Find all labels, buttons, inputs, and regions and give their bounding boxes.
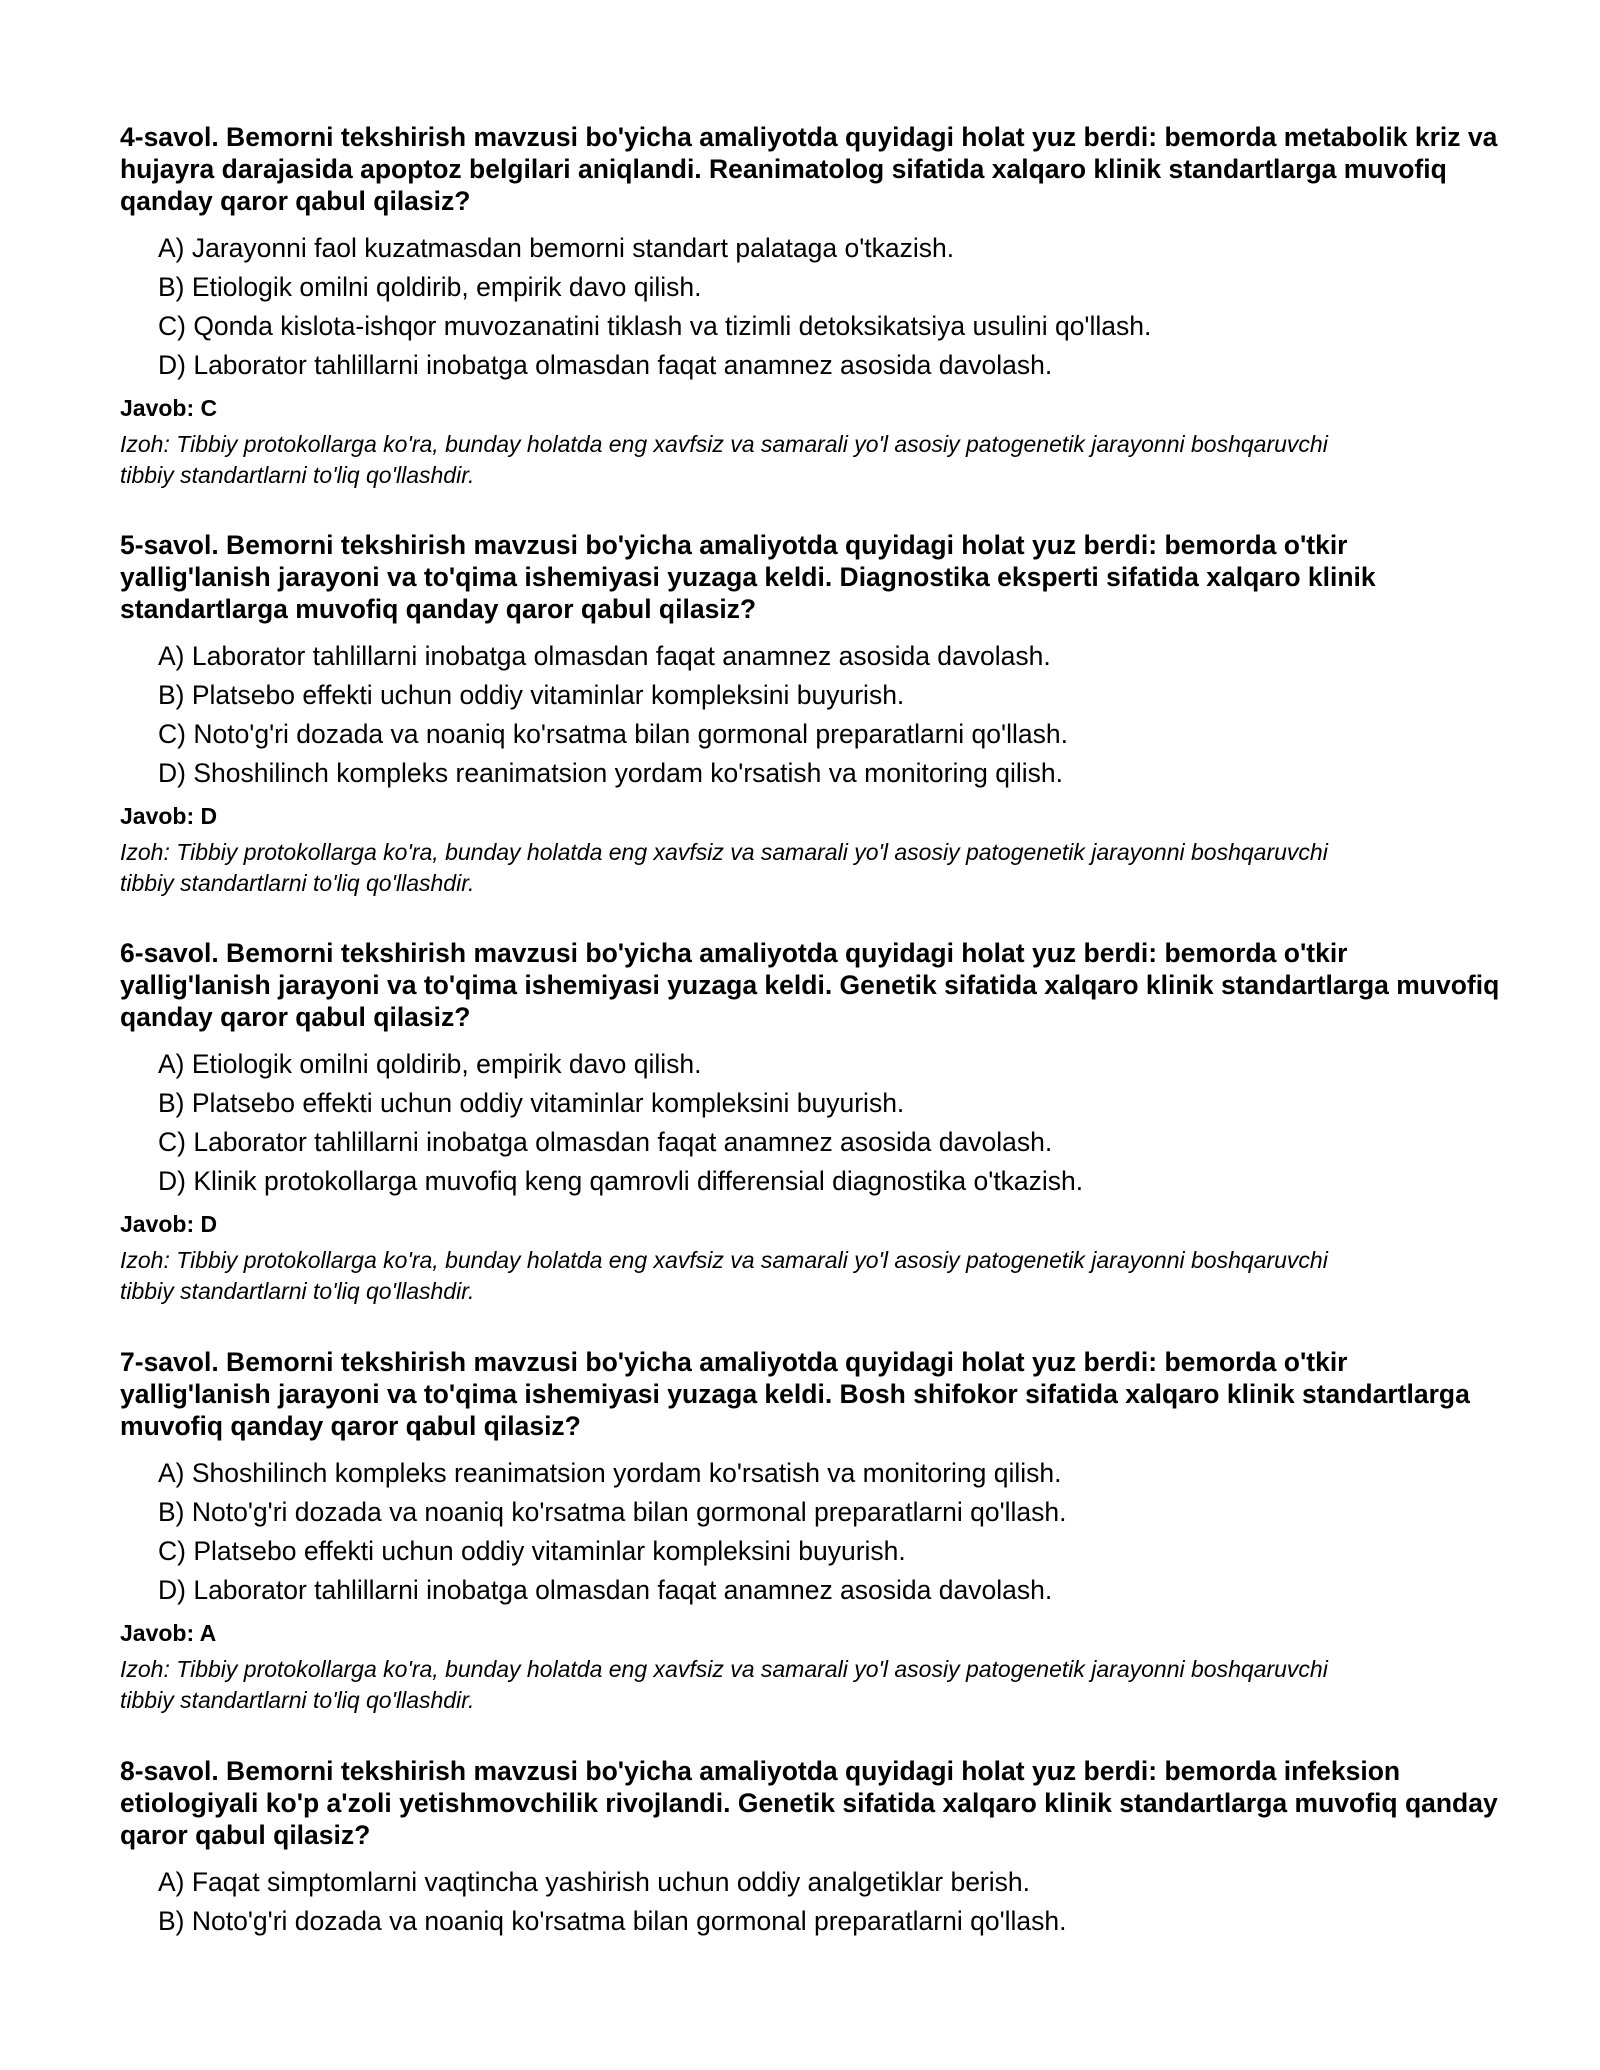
question-block [120,937,1500,1307]
option-a: A) Jarayonni faol kuzatmasdan bemorni standart palataga o'tkazish. [158,233,955,263]
explanation-text: Izoh: Tibbiy protokollarga ko'ra, bunday holatda eng xavfsiz va samarali yo'l asosiy patogenetik jarayonni boshqaruvchi tibbiy standartlarni to'liq qo'llashdir. [120,839,1328,896]
question-title: 8-savol. Bemorni tekshirish mavzusi bo'yicha amaliyotda quyidagi holat yuz berdi: bemorda infeksion etiologiyali ko'p a'zoli yetishmovchilik rivojlandi. Genetik sifatida xalqaro klinik standartlarga muvofiq qanday qaror qabul qilasiz? [120,1756,1498,1850]
option-c: C) Platsebo effekti uchun oddiy vitaminlar kompleksini buyurish. [158,1536,906,1566]
explanation-text: Izoh: Tibbiy protokollarga ko'ra, bunday holatda eng xavfsiz va samarali yo'l asosiy patogenetik jarayonni boshqaruvchi tibbiy standartlarni to'liq qo'llashdir. [120,431,1328,488]
question-block [120,1755,1500,1941]
explanation-text: Izoh: Tibbiy protokollarga ko'ra, bunday holatda eng xavfsiz va samarali yo'l asosiy patogenetik jarayonni boshqaruvchi tibbiy standartlarni to'liq qo'llashdir. [120,1247,1328,1304]
option-c: C) Laborator tahlillarni inobatga olmasdan faqat anamnez asosida davolash. [158,1127,1053,1157]
option-d: D) Klinik protokollarga muvofiq keng qamrovli differensial diagnostika o'tkazish. [158,1166,1084,1196]
option-a: A) Laborator tahlillarni inobatga olmasdan faqat anamnez asosida davolash. [158,641,1051,671]
options-list [158,1045,1500,1201]
option-b: B) Platsebo effekti uchun oddiy vitaminlar kompleksini buyurish. [158,680,905,710]
question-block [120,1346,1500,1716]
option-a: A) Etiologik omilni qoldirib, empirik davo qilish. [158,1049,702,1079]
explanation-text: Izoh: Tibbiy protokollarga ko'ra, bunday holatda eng xavfsiz va samarali yo'l asosiy patogenetik jarayonni boshqaruvchi tibbiy standartlarni to'liq qo'llashdir. [120,1656,1328,1713]
answer-label: Javob: D [120,803,218,829]
question-block [120,121,1500,491]
option-b: B) Noto'g'ri dozada va noaniq ko'rsatma bilan gormonal preparatlarni qo'llash. [158,1906,1067,1936]
options-list [158,229,1500,385]
option-b: B) Noto'g'ri dozada va noaniq ko'rsatma bilan gormonal preparatlarni qo'llash. [158,1497,1067,1527]
option-c: C) Qonda kislota-ishqor muvozanatini tiklash va tizimli detoksikatsiya usulini qo'llash. [158,311,1152,341]
option-d: D) Laborator tahlillarni inobatga olmasdan faqat anamnez asosida davolash. [158,1575,1053,1605]
question-title: 7-savol. Bemorni tekshirish mavzusi bo'yicha amaliyotda quyidagi holat yuz berdi: bemorda o'tkir yallig'lanish jarayoni va to'qima ishemiyasi yuzaga keldi. Bosh shifokor sifatida xalqaro klinik standartlarga muvofiq qanday qaror qabul qilasiz? [120,1347,1470,1441]
option-a: A) Faqat simptomlarni vaqtincha yashirish uchun oddiy analgetiklar berish. [158,1867,1030,1897]
option-c: C) Noto'g'ri dozada va noaniq ko'rsatma bilan gormonal preparatlarni qo'llash. [158,719,1068,749]
question-title: 6-savol. Bemorni tekshirish mavzusi bo'yicha amaliyotda quyidagi holat yuz berdi: bemorda o'tkir yallig'lanish jarayoni va to'qima ishemiyasi yuzaga keldi. Genetik sifatida xalqaro klinik standartlarga muvofiq qanday qaror qabul qilasiz? [120,938,1500,1032]
option-d: D) Shoshilinch kompleks reanimatsion yordam ko'rsatish va monitoring qilish. [158,758,1063,788]
answer-label: Javob: C [120,395,218,421]
options-list [158,1863,1500,1941]
question-block [120,529,1500,899]
question-title: 4-savol. Bemorni tekshirish mavzusi bo'yicha amaliyotda quyidagi holat yuz berdi: bemorda metabolik kriz va hujayra darajasida apoptoz belgilari aniqlandi. Reanimatolog sifatida xalqaro klinik standartlarga muvofiq qanday qaror qabul qilasiz? [120,122,1498,216]
answer-label: Javob: D [120,1211,218,1237]
options-list [158,1454,1500,1610]
options-list [158,637,1500,793]
option-a: A) Shoshilinch kompleks reanimatsion yordam ko'rsatish va monitoring qilish. [158,1458,1062,1488]
question-title: 5-savol. Bemorni tekshirish mavzusi bo'yicha amaliyotda quyidagi holat yuz berdi: bemorda o'tkir yallig'lanish jarayoni va to'qima ishemiyasi yuzaga keldi. Diagnostika eksperti sifatida xalqaro klinik standartlarga muvofiq qanday qaror qabul qilasiz? [120,530,1376,624]
option-b: B) Platsebo effekti uchun oddiy vitaminlar kompleksini buyurish. [158,1088,905,1118]
option-d: D) Laborator tahlillarni inobatga olmasdan faqat anamnez asosida davolash. [158,350,1053,380]
answer-label: Javob: A [120,1620,217,1646]
option-b: B) Etiologik omilni qoldirib, empirik davo qilish. [158,272,702,302]
